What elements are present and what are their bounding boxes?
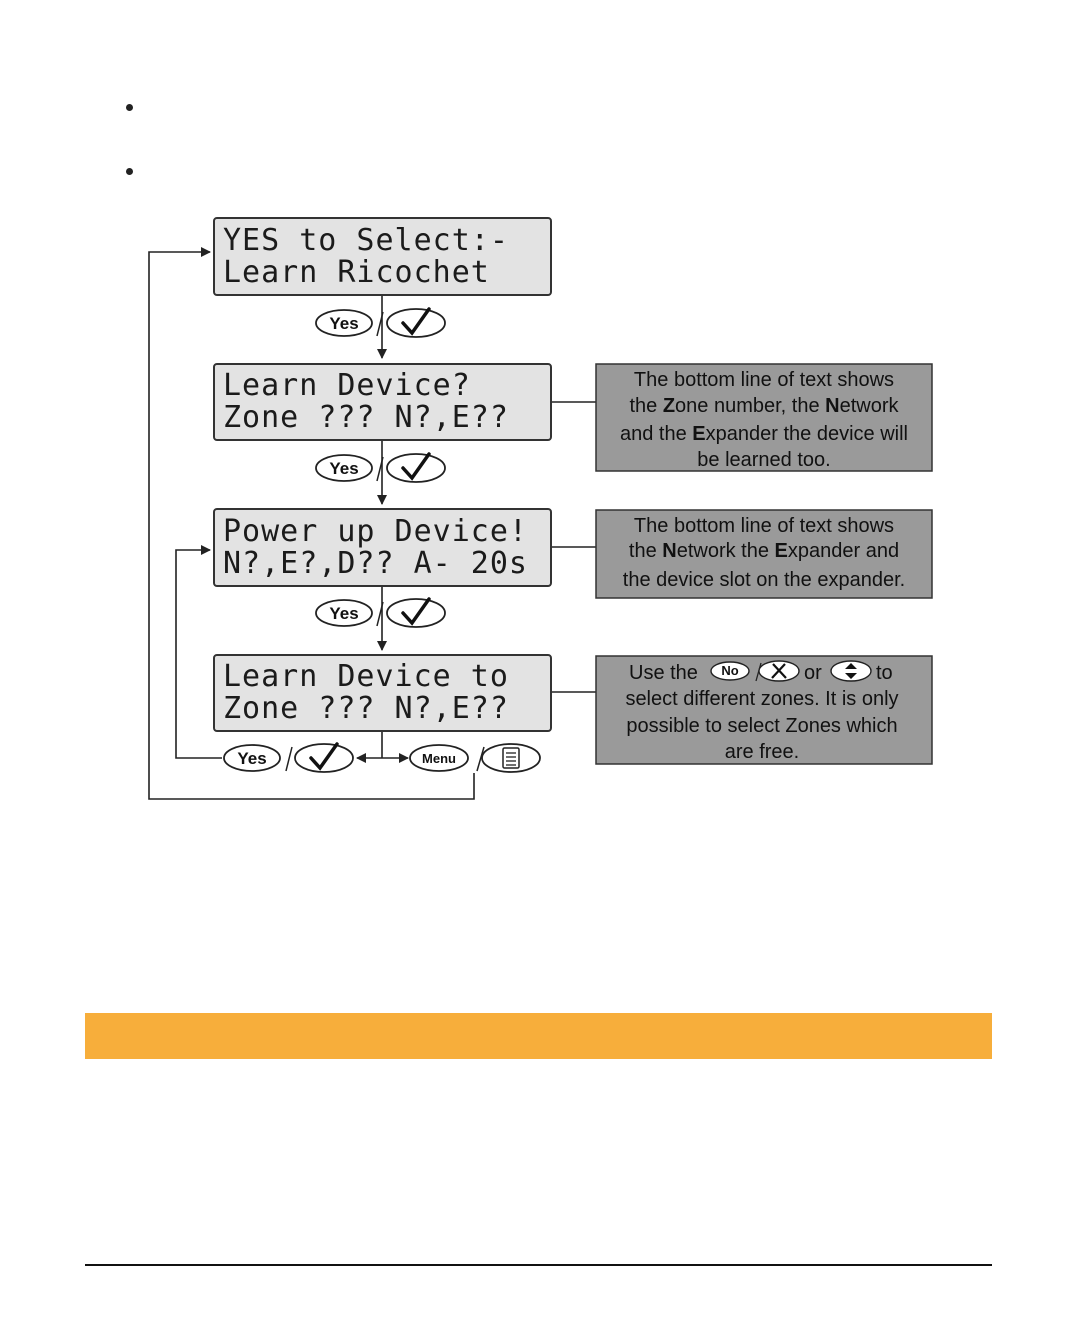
note-line: the Network the Expander and — [628, 540, 900, 562]
note-line: Use the — [629, 662, 698, 684]
lcd-screen-3 — [214, 509, 551, 586]
footer-rule — [85, 1264, 992, 1266]
note-line: the device slot on the expander. — [622, 569, 906, 591]
check-icon — [387, 309, 445, 337]
yes-button-label: Yes — [329, 459, 359, 478]
note-line: to — [876, 662, 893, 684]
yes-button-label: Yes — [329, 314, 359, 333]
yes-check-buttons-1 — [316, 309, 445, 337]
check-icon — [387, 454, 445, 482]
lcd-line-2: N?,E?,D?? A- 20s — [223, 546, 528, 581]
yes-check-buttons-2 — [316, 454, 445, 482]
note-line: The bottom line of text shows — [633, 515, 895, 537]
yes-check-buttons-4 — [224, 744, 353, 772]
lcd-screen-4 — [214, 655, 551, 731]
menu-button-label: Menu — [422, 751, 456, 766]
section-header-bar — [85, 1013, 992, 1059]
note-box-1 — [596, 364, 932, 471]
check-icon — [387, 599, 445, 627]
note-line: possible to select Zones which — [626, 715, 898, 737]
note-line: or — [804, 662, 822, 684]
yes-button-label: Yes — [237, 749, 267, 768]
note-box-2 — [596, 510, 932, 598]
lcd-line-1: YES to Select:- — [223, 223, 509, 258]
note-line: are free. — [724, 741, 800, 763]
note-line: The bottom line of text shows — [633, 369, 895, 391]
check-icon — [295, 744, 353, 772]
yes-button-label: Yes — [329, 604, 359, 623]
lcd-line-1: Learn Device to — [223, 659, 509, 694]
lcd-line-2: Zone ??? N?,E?? — [223, 691, 509, 726]
note-line: and the Expander the device will — [620, 423, 908, 445]
note-box-3 — [596, 656, 932, 764]
lcd-line-2: Zone ??? N?,E?? — [223, 400, 509, 435]
lcd-line-1: Learn Device? — [223, 368, 471, 403]
note-line: the Zone number, the Network — [629, 395, 899, 417]
lcd-screen-2 — [214, 364, 551, 440]
no-button-label: No — [721, 663, 739, 678]
lcd-line-1: Power up Device! — [223, 514, 528, 549]
yes-check-buttons-3 — [316, 599, 445, 627]
note-line: be learned too. — [697, 449, 831, 471]
lcd-line-2: Learn Ricochet — [223, 255, 490, 290]
note-line: select different zones. It is only — [625, 688, 899, 710]
lcd-screen-1 — [214, 218, 551, 295]
menu-buttons — [410, 744, 540, 772]
